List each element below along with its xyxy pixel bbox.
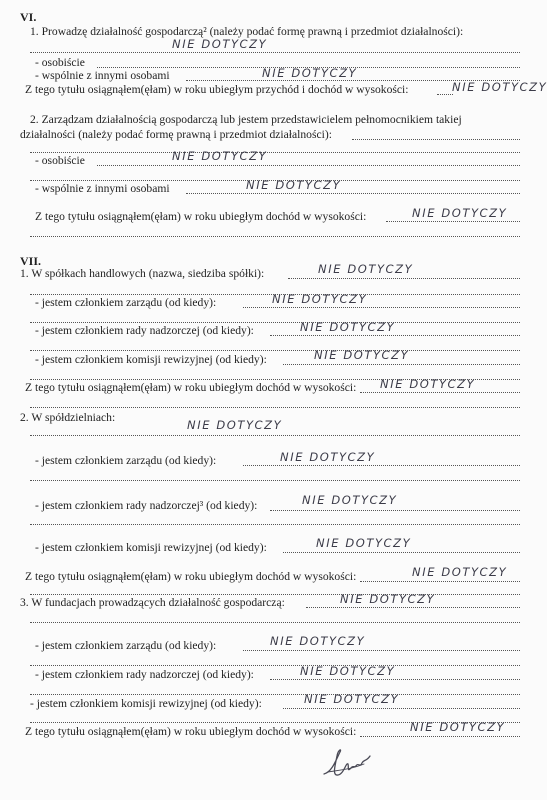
vii-2-audit-label: - jestem członkiem komisji rewizyjnej (od kiedy): [35, 541, 267, 554]
vii-3-income-answer: NIE DOTYCZY [410, 720, 506, 734]
vii-2-header: 2. W spółdzielniach: [20, 411, 116, 424]
vii-2-audit-line [283, 552, 520, 553]
vii-2-supervisory-label: - jestem członkiem rady nadzorczej³ (od kiedy): [35, 499, 258, 512]
vii-1-board-extra-line [30, 322, 520, 323]
signature-icon [318, 742, 376, 782]
vii-1-income-label: Z tego tytułu osiągnąłem(ęłam) w roku ubiegłym dochód w wysokości: [25, 381, 357, 394]
vii-3-board-label: - jestem członkiem zarządu (od kiedy): [35, 639, 217, 652]
vi-1-income-line [437, 94, 453, 95]
vii-1-supervisory-answer: NIE DOTYCZY [300, 320, 396, 334]
vi-2-jointly-answer: NIE DOTYCZY [246, 178, 342, 192]
vii-2-audit-answer: NIE DOTYCZY [316, 536, 412, 550]
section-vii-label: VII. [20, 254, 42, 268]
vii-1-income-extra-line [30, 407, 520, 408]
section-vi-label: VI. [20, 10, 37, 24]
vii-2-income-extra-line [30, 594, 520, 595]
vi-2-header: 2. Zarządzam działalnością gospodarczą lub jestem przedstawicielem pełnomocnikiem takiej [30, 113, 462, 126]
vi-1-income-label: Z tego tytułu osiągnąłem(ęłam) w roku ubiegłym przychód i dochód w wysokości: [25, 83, 409, 96]
vii-2-supervisory-line [270, 510, 520, 511]
vi-2-income-extra-line [30, 236, 520, 237]
vii-3-header-extra-line [30, 622, 520, 623]
vii-2-header-extra-line [30, 435, 520, 436]
vii-3-audit-answer: NIE DOTYCZY [304, 692, 400, 706]
vii-1-audit-answer: NIE DOTYCZY [314, 348, 410, 362]
vii-2-board-extra-line [30, 480, 520, 481]
vii-3-audit-line [283, 708, 520, 709]
vii-3-header: 3. W fundacjach prowadzących działalność gospodarczą: [20, 596, 285, 609]
vii-1-board-line [243, 307, 520, 308]
vi-2-personally-label: - osobiście [35, 154, 85, 167]
vii-1-header: 1. W spółkach handlowych (nazwa, siedziba spółki): [20, 267, 265, 280]
vii-3-supervisory-answer: NIE DOTYCZY [300, 664, 396, 678]
vii-1-audit-line [283, 364, 520, 365]
vii-1-supervisory-extra-line [30, 350, 520, 351]
vii-3-supervisory-extra-line [30, 694, 520, 695]
vi-2-extra-line [30, 152, 520, 153]
vii-1-header-line [288, 278, 520, 279]
vii-2-header-answer: NIE DOTYCZY [187, 418, 283, 432]
vi-1-jointly-answer: NIE DOTYCZY [262, 66, 358, 80]
vii-2-income-answer: NIE DOTYCZY [412, 565, 508, 579]
vii-1-board-answer: NIE DOTYCZY [272, 292, 368, 306]
vi-2-income-answer: NIE DOTYCZY [412, 206, 508, 220]
vii-3-income-label: Z tego tytułu osiągnąłem(ęłam) w roku ubiegłym dochód w wysokości: [25, 725, 357, 738]
vi-1-answer: NIE DOTYCZY [172, 37, 268, 51]
vii-3-board-answer: NIE DOTYCZY [270, 634, 366, 648]
vi-1-jointly-label: - wspólnie z innymi osobami [35, 69, 170, 82]
vii-2-supervisory-extra-line [30, 524, 520, 525]
vii-1-income-answer: NIE DOTYCZY [380, 377, 476, 391]
vii-1-supervisory-line [270, 335, 520, 336]
vi-2-income-label: Z tego tytułu osiągnąłem(ęłam) w roku ubiegłym dochód w wysokości: [35, 210, 367, 223]
vii-2-board-label: - jestem członkiem zarządu (od kiedy): [35, 454, 217, 467]
vii-3-board-line [243, 650, 520, 651]
vi-2-jointly-line [186, 193, 520, 194]
vii-3-header-answer: NIE DOTYCZY [340, 592, 436, 606]
vi-2-header-line [352, 139, 520, 140]
vii-2-income-line [360, 581, 520, 582]
vii-1-audit-label: - jestem członkiem komisji rewizyjnej (od kiedy): [35, 353, 267, 366]
vii-3-audit-label: - jestem członkiem komisji rewizyjnej (od kiedy): [30, 697, 262, 710]
vi-2-income-line [386, 221, 520, 222]
vi-2-personally-answer: NIE DOTYCZY [172, 149, 268, 163]
vii-3-board-extra-line [30, 665, 520, 666]
vii-1-income-line [360, 392, 520, 393]
vi-2-header-line2: działalności (należy podać formę prawną i przedmiot działalności): [20, 128, 332, 141]
vi-1-answer-line [30, 52, 520, 53]
vii-2-supervisory-answer: NIE DOTYCZY [302, 493, 398, 507]
vi-2-jointly-label: - wspólnie z innymi osobami [35, 182, 170, 195]
vii-1-header-answer: NIE DOTYCZY [318, 262, 414, 276]
vii-1-supervisory-label: - jestem członkiem rady nadzorczej (od kiedy): [35, 324, 254, 337]
vii-1-board-label: - jestem członkiem zarządu (od kiedy): [35, 296, 217, 309]
vii-3-income-line [360, 736, 520, 737]
vii-2-board-line [243, 465, 520, 466]
vii-3-supervisory-label: - jestem członkiem rady nadzorczej (od kiedy): [35, 668, 254, 681]
vii-3-supervisory-line [270, 679, 520, 680]
vi-1-income-answer: NIE DOTYCZY [452, 80, 547, 94]
vii-2-board-answer: NIE DOTYCZY [280, 450, 376, 464]
vi-1-header: 1. Prowadzę działalność gospodarczą² (należy podać formę prawną i przedmiot działalności): [30, 25, 464, 38]
vii-2-income-label: Z tego tytułu osiągnąłem(ęłam) w roku ubiegłym dochód w wysokości: [25, 570, 357, 583]
vi-1-personally-label: - osobiście [35, 56, 85, 69]
vi-2-personally-line [97, 165, 520, 166]
vii-3-header-line [306, 607, 520, 608]
